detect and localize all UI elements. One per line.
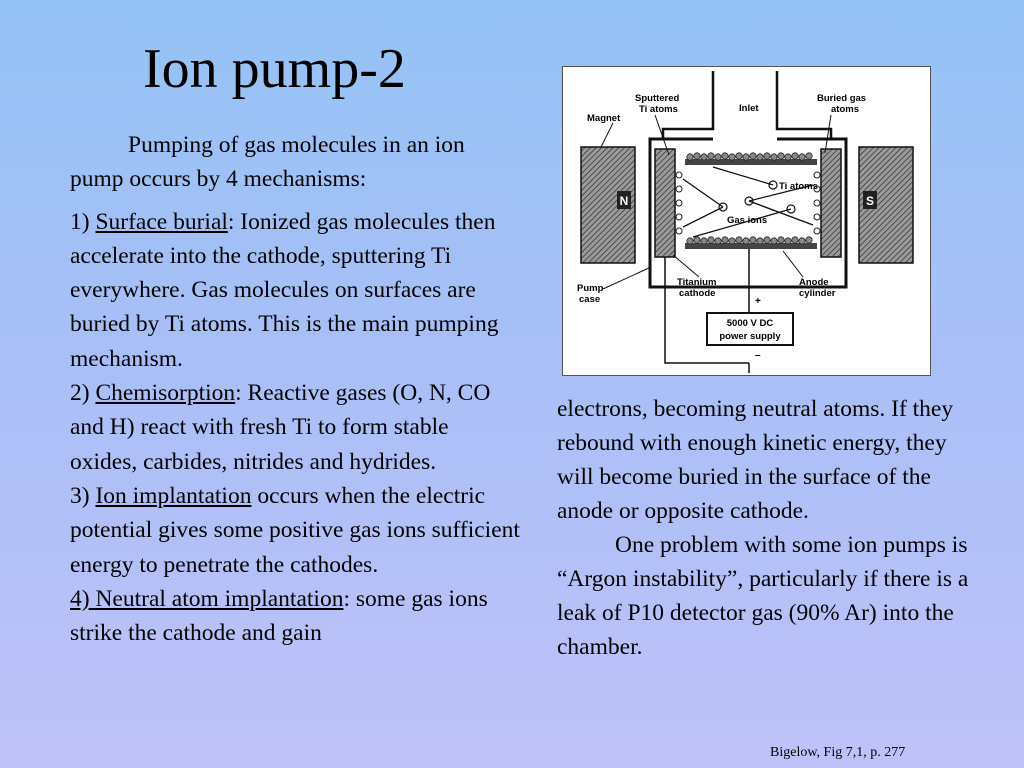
buried-label-line2: atoms xyxy=(831,104,859,115)
mechanism-2-number: 2) xyxy=(70,380,96,407)
mechanism-1-number: 1) xyxy=(70,208,96,235)
mechanism-3-term: Ion implantation xyxy=(95,482,252,509)
titanium-label-line1: Titanium xyxy=(677,277,717,288)
north-pole-label: N xyxy=(619,194,629,208)
inlet-right-wall xyxy=(777,71,831,139)
anode-label-line2: cylinder xyxy=(799,288,836,299)
minus-terminal-label: – xyxy=(755,350,761,361)
mechanism-3 xyxy=(70,479,520,582)
cathode-wire xyxy=(665,257,749,363)
argon-instability-paragraph: One problem with some ion pumps is “Argon instability”, particularly if there is a leak of P10 detector gas (90% Ar) into the chamber. xyxy=(557,532,969,660)
buried-label-line1: Buried gas xyxy=(817,93,867,104)
cathode-left xyxy=(655,149,675,257)
slide-title: Ion pump-2 xyxy=(143,38,406,100)
titanium-label-line2: cathode xyxy=(679,288,716,299)
plus-terminal-label: + xyxy=(755,296,761,307)
mechanism-1 xyxy=(70,205,520,376)
mechanism-4 xyxy=(70,582,520,651)
mechanism-1-text: : Ionized gas molecules then accelerate into the cathode, sputtering Ti everywhere. Gas molecules on surfaces are buried by Ti atoms. This is the main pumping mechanism. xyxy=(70,208,499,372)
magnet-label: Magnet xyxy=(587,113,621,124)
pump-case-label-line1: Pump xyxy=(577,283,604,294)
anode-label-line1: Anode xyxy=(799,277,829,288)
right-text-column xyxy=(557,392,977,664)
inlet-label: Inlet xyxy=(739,103,759,114)
mechanism-1-term: Surface burial xyxy=(95,208,228,235)
pump-case-label-line2: case xyxy=(579,294,601,305)
left-text-column xyxy=(70,128,520,650)
ion-pump-diagram-svg xyxy=(563,67,930,375)
intro-paragraph: Pumping of gas molecules in an ion pump occurs by 4 mechanisms: xyxy=(70,132,465,193)
cathode-right xyxy=(821,149,841,257)
neutral-atom-continuation: electrons, becoming neutral atoms. If they rebound with enough kinetic energy, they will become buried in the surface of the anode or opposite cathode. xyxy=(557,396,954,524)
ti-atoms-label: Ti atoms xyxy=(779,181,818,192)
mechanism-2-term: Chemisorption xyxy=(95,380,236,407)
mechanism-2 xyxy=(70,376,520,479)
power-supply-label-line2: power supply xyxy=(719,331,781,342)
mechanism-4-text: : some gas ions strike the cathode and gain xyxy=(70,585,488,647)
south-pole-label: S xyxy=(865,194,875,208)
ion-pump-diagram xyxy=(562,66,931,376)
figure-citation: Bigelow, Fig 7,1, p. 277 xyxy=(770,745,906,760)
sputtered-label-line2: Ti atoms xyxy=(639,104,678,115)
mechanism-3-text: occurs when the electric potential gives some positive gas ions sufficient energy to penetrate the cathodes. xyxy=(70,482,520,578)
mechanism-3-number: 3) xyxy=(70,482,96,509)
sputtered-label-line1: Sputtered xyxy=(635,93,680,104)
mechanism-2-text: : Reactive gases (O, N, CO and H) react with fresh Ti to form stable oxides, carbides, nitrides and hydrides. xyxy=(70,380,491,475)
mechanism-4-term: 4) Neutral atom implantation xyxy=(70,585,344,612)
gas-ions-label: Gas ions xyxy=(727,215,768,226)
power-supply-label-line1: 5000 V DC xyxy=(726,318,774,329)
